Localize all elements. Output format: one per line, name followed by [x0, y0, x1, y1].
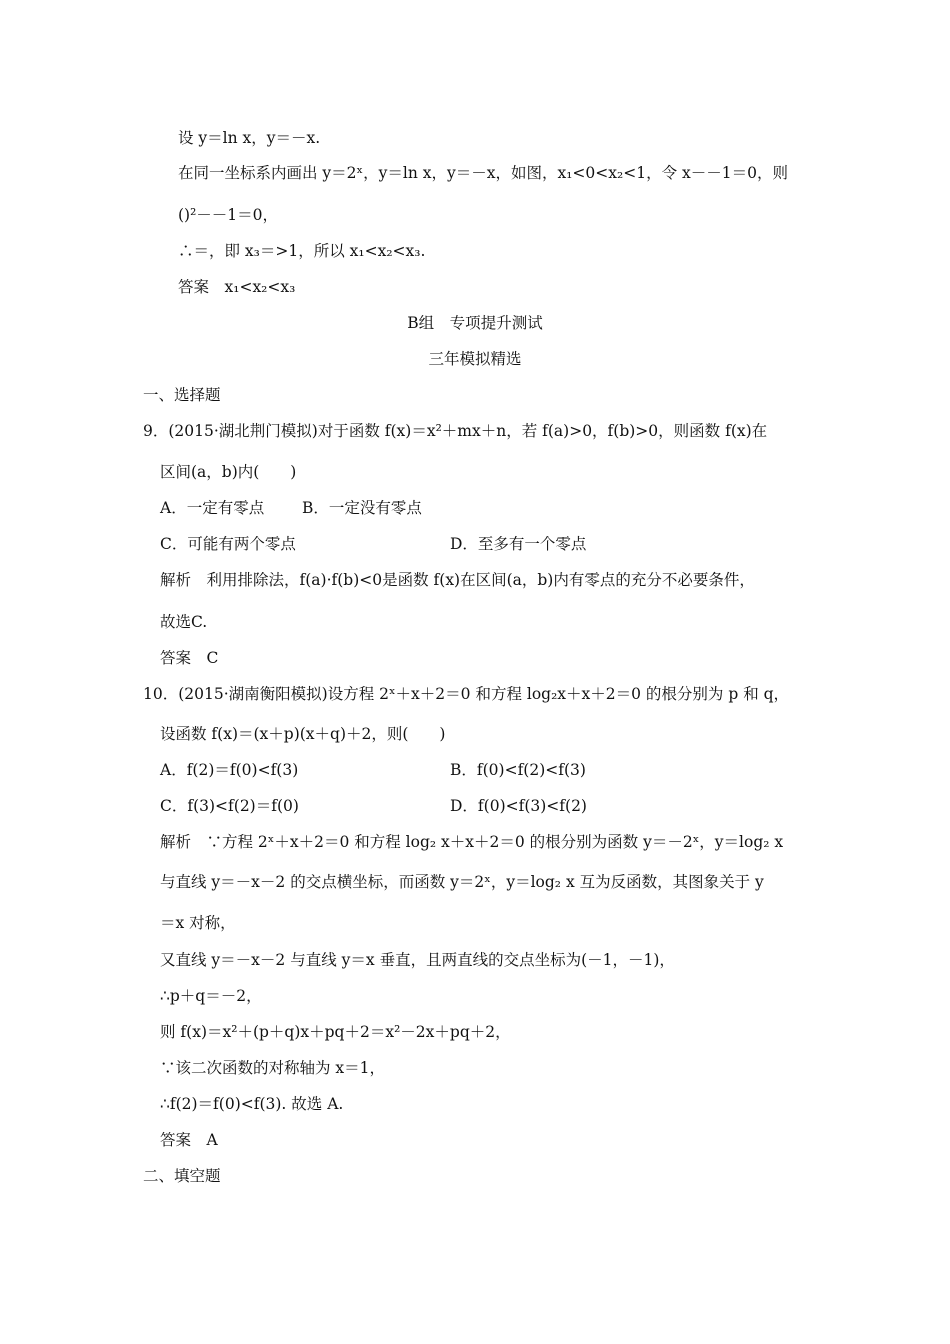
q9-analysis-1: 解析 利用排除法，f(a)·f(b)<0是函数 f(x)在区间(a，b)内有零点的充分不必要条件，: [160, 571, 755, 589]
intro-line-3: ()²－－1＝0，: [178, 206, 279, 224]
q10-option-b: B．f(0)<f(2)<f(3): [450, 761, 586, 779]
q10-answer: 答案 A: [160, 1131, 218, 1149]
intro-line-2: 在同一坐标系内画出 y＝2ˣ，y＝ln x，y＝－x，如图，x₁<0<x₂<1，令 x－－1＝0，则: [178, 164, 788, 182]
part-heading-choice: 一、选择题: [143, 386, 221, 404]
q10-analysis-5: ∴p＋q＝－2，: [160, 987, 262, 1005]
q9-option-c: C．可能有两个零点: [160, 535, 296, 553]
group-title: B组 专项提升测试: [407, 314, 543, 332]
q9-stem-2: 区间(a，b)内( ): [160, 463, 297, 481]
q9-option-a: A．一定有零点: [160, 499, 265, 517]
intro-line-4: ∴＝，即 x₃＝>1，所以 x₁<x₂<x₃.: [178, 242, 426, 260]
part-heading-fill: 二、填空题: [143, 1167, 221, 1185]
q10-analysis-1: 解析 ∵方程 2ˣ＋x＋2＝0 和方程 log₂ x＋x＋2＝0 的根分别为函数 y＝－2ˣ，y＝log₂ x: [160, 833, 784, 851]
q10-analysis-6: 则 f(x)＝x²＋(p＋q)x＋pq＋2＝x²－2x＋pq＋2，: [160, 1023, 511, 1041]
q10-analysis-3: ＝x 对称，: [160, 914, 236, 932]
q10-analysis-4: 又直线 y＝－x－2 与直线 y＝x 垂直，且两直线的交点坐标为(－1，－1)，: [160, 951, 675, 969]
q9-option-d: D．至多有一个零点: [450, 535, 587, 553]
q9-stem-1: 9．(2015·湖北荆门模拟)对于函数 f(x)＝x²＋mx＋n，若 f(a)>0，f(b)>0，则函数 f(x)在: [143, 422, 768, 440]
q10-option-d: D．f(0)<f(3)<f(2): [450, 797, 587, 815]
q10-stem-2: 设函数 f(x)＝(x＋p)(x＋q)＋2，则( ): [160, 725, 446, 743]
q9-answer: 答案 C: [160, 649, 219, 667]
q10-analysis-8: ∴f(2)＝f(0)<f(3). 故选 A.: [160, 1095, 344, 1113]
q10-analysis-7: ∵该二次函数的对称轴为 x＝1，: [160, 1059, 386, 1077]
sub-title: 三年模拟精选: [428, 350, 522, 368]
intro-answer: 答案 x₁<x₂<x₃: [178, 278, 296, 296]
q10-option-a: A．f(2)＝f(0)<f(3): [160, 761, 299, 779]
q10-option-c: C．f(3)<f(2)＝f(0): [160, 797, 299, 815]
intro-line-1: 设 y＝ln x，y＝－x.: [178, 129, 321, 147]
q10-stem-1: 10．(2015·湖南衡阳模拟)设方程 2ˣ＋x＋2＝0 和方程 log₂x＋x＋2＝0 的根分别为 p 和 q，: [143, 685, 790, 703]
q9-option-b: B．一定没有零点: [302, 499, 422, 517]
q10-analysis-2: 与直线 y＝－x－2 的交点横坐标，而函数 y＝2ˣ，y＝log₂ x 互为反函数，其图象关于 y: [160, 873, 764, 891]
q9-analysis-2: 故选C.: [160, 613, 208, 631]
